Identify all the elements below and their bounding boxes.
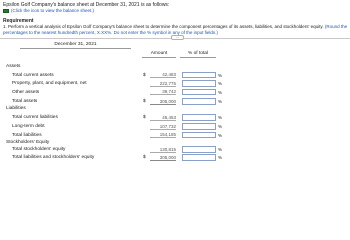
section-heading: Liabilities [6,106,26,111]
expand-ellipsis-button[interactable]: ··· [171,35,184,40]
row-label: Total current assets [12,72,54,78]
percent-column-header: % of total [180,51,216,58]
amount-value: 305,000 [150,99,176,105]
table-row [0,114,350,122]
row-label: Total liabilities and stockholders' equity [12,155,95,160]
amount-value: 107,732 [150,124,176,130]
problem-intro: Epsilon Golf Company's balance sheet at December 31, 2021 is as follows: [3,2,170,8]
percent-sign: % [218,72,223,78]
percent-input[interactable] [182,123,216,130]
percent-sign: % [218,124,223,129]
requirement-heading: Requirement [3,18,34,24]
percent-sign: % [218,147,223,152]
table-row [0,89,350,97]
spreadsheet-icon[interactable] [3,9,9,13]
percent-sign: % [218,81,223,86]
requirement-hint: (Round the percentages to the nearest hundredth percent, X.XX%. Do not enter the % symbol in any of the input fields.) [3,24,348,35]
table-row [0,63,350,71]
row-label: Total stockholders' equity [12,147,66,152]
percent-sign: % [218,115,223,120]
percent-sign: % [218,132,223,138]
percent-input[interactable] [182,132,216,139]
amount-column-header: Amount [142,51,176,58]
dollar-sign: $ [143,155,146,160]
section-heading: Stockholders' Equity [6,139,50,145]
percent-input[interactable] [182,98,216,105]
percent-input[interactable] [182,80,216,87]
percent-sign: % [218,155,223,160]
percent-input[interactable] [182,72,216,79]
row-label: Total current liabilities [12,115,58,120]
table-row [0,154,350,162]
amount-value: 46,453 [150,115,176,121]
view-link-text[interactable]: (Click the icon to view the balance sheet.) [11,8,95,13]
row-label: Total liabilities [12,132,42,138]
percent-sign: % [218,99,223,104]
amount-value: 305,000 [150,155,176,161]
dollar-sign: $ [143,99,146,104]
table-row [0,105,350,113]
row-label: Total assets [12,99,38,104]
table-row [0,72,350,80]
table-date-header: December 31, 2021 [20,42,131,49]
table-row [0,146,350,154]
percent-input[interactable] [182,154,216,161]
table-row [0,80,350,88]
row-label: Property, plant, and equipment, net [12,81,87,86]
amount-value: 39,742 [150,89,176,95]
row-label: Other assets [12,89,40,95]
amount-value: 130,815 [150,147,176,153]
percent-input[interactable] [182,89,216,96]
amount-value: 154,185 [150,132,176,138]
requirement-number: 1. [3,24,7,29]
section-heading: Assets [6,64,21,69]
row-label: Long-term debt [12,124,45,129]
requirement-body: Perform a vertical analysis of Epsilon Golf Company's balance sheet to determine the component percentages of its assets, liabilities, and stockholders' equity. [8,24,324,29]
amount-value: 42,483 [150,72,176,78]
percent-sign: % [218,89,223,95]
dollar-sign: $ [143,115,146,120]
table-row [0,123,350,131]
percent-input[interactable] [182,114,216,121]
amount-value: 222,775 [150,81,176,87]
view-balance-sheet-link[interactable] [3,8,94,14]
dollar-sign: $ [143,72,146,78]
percent-input[interactable] [182,146,216,153]
requirement-text [3,24,348,35]
